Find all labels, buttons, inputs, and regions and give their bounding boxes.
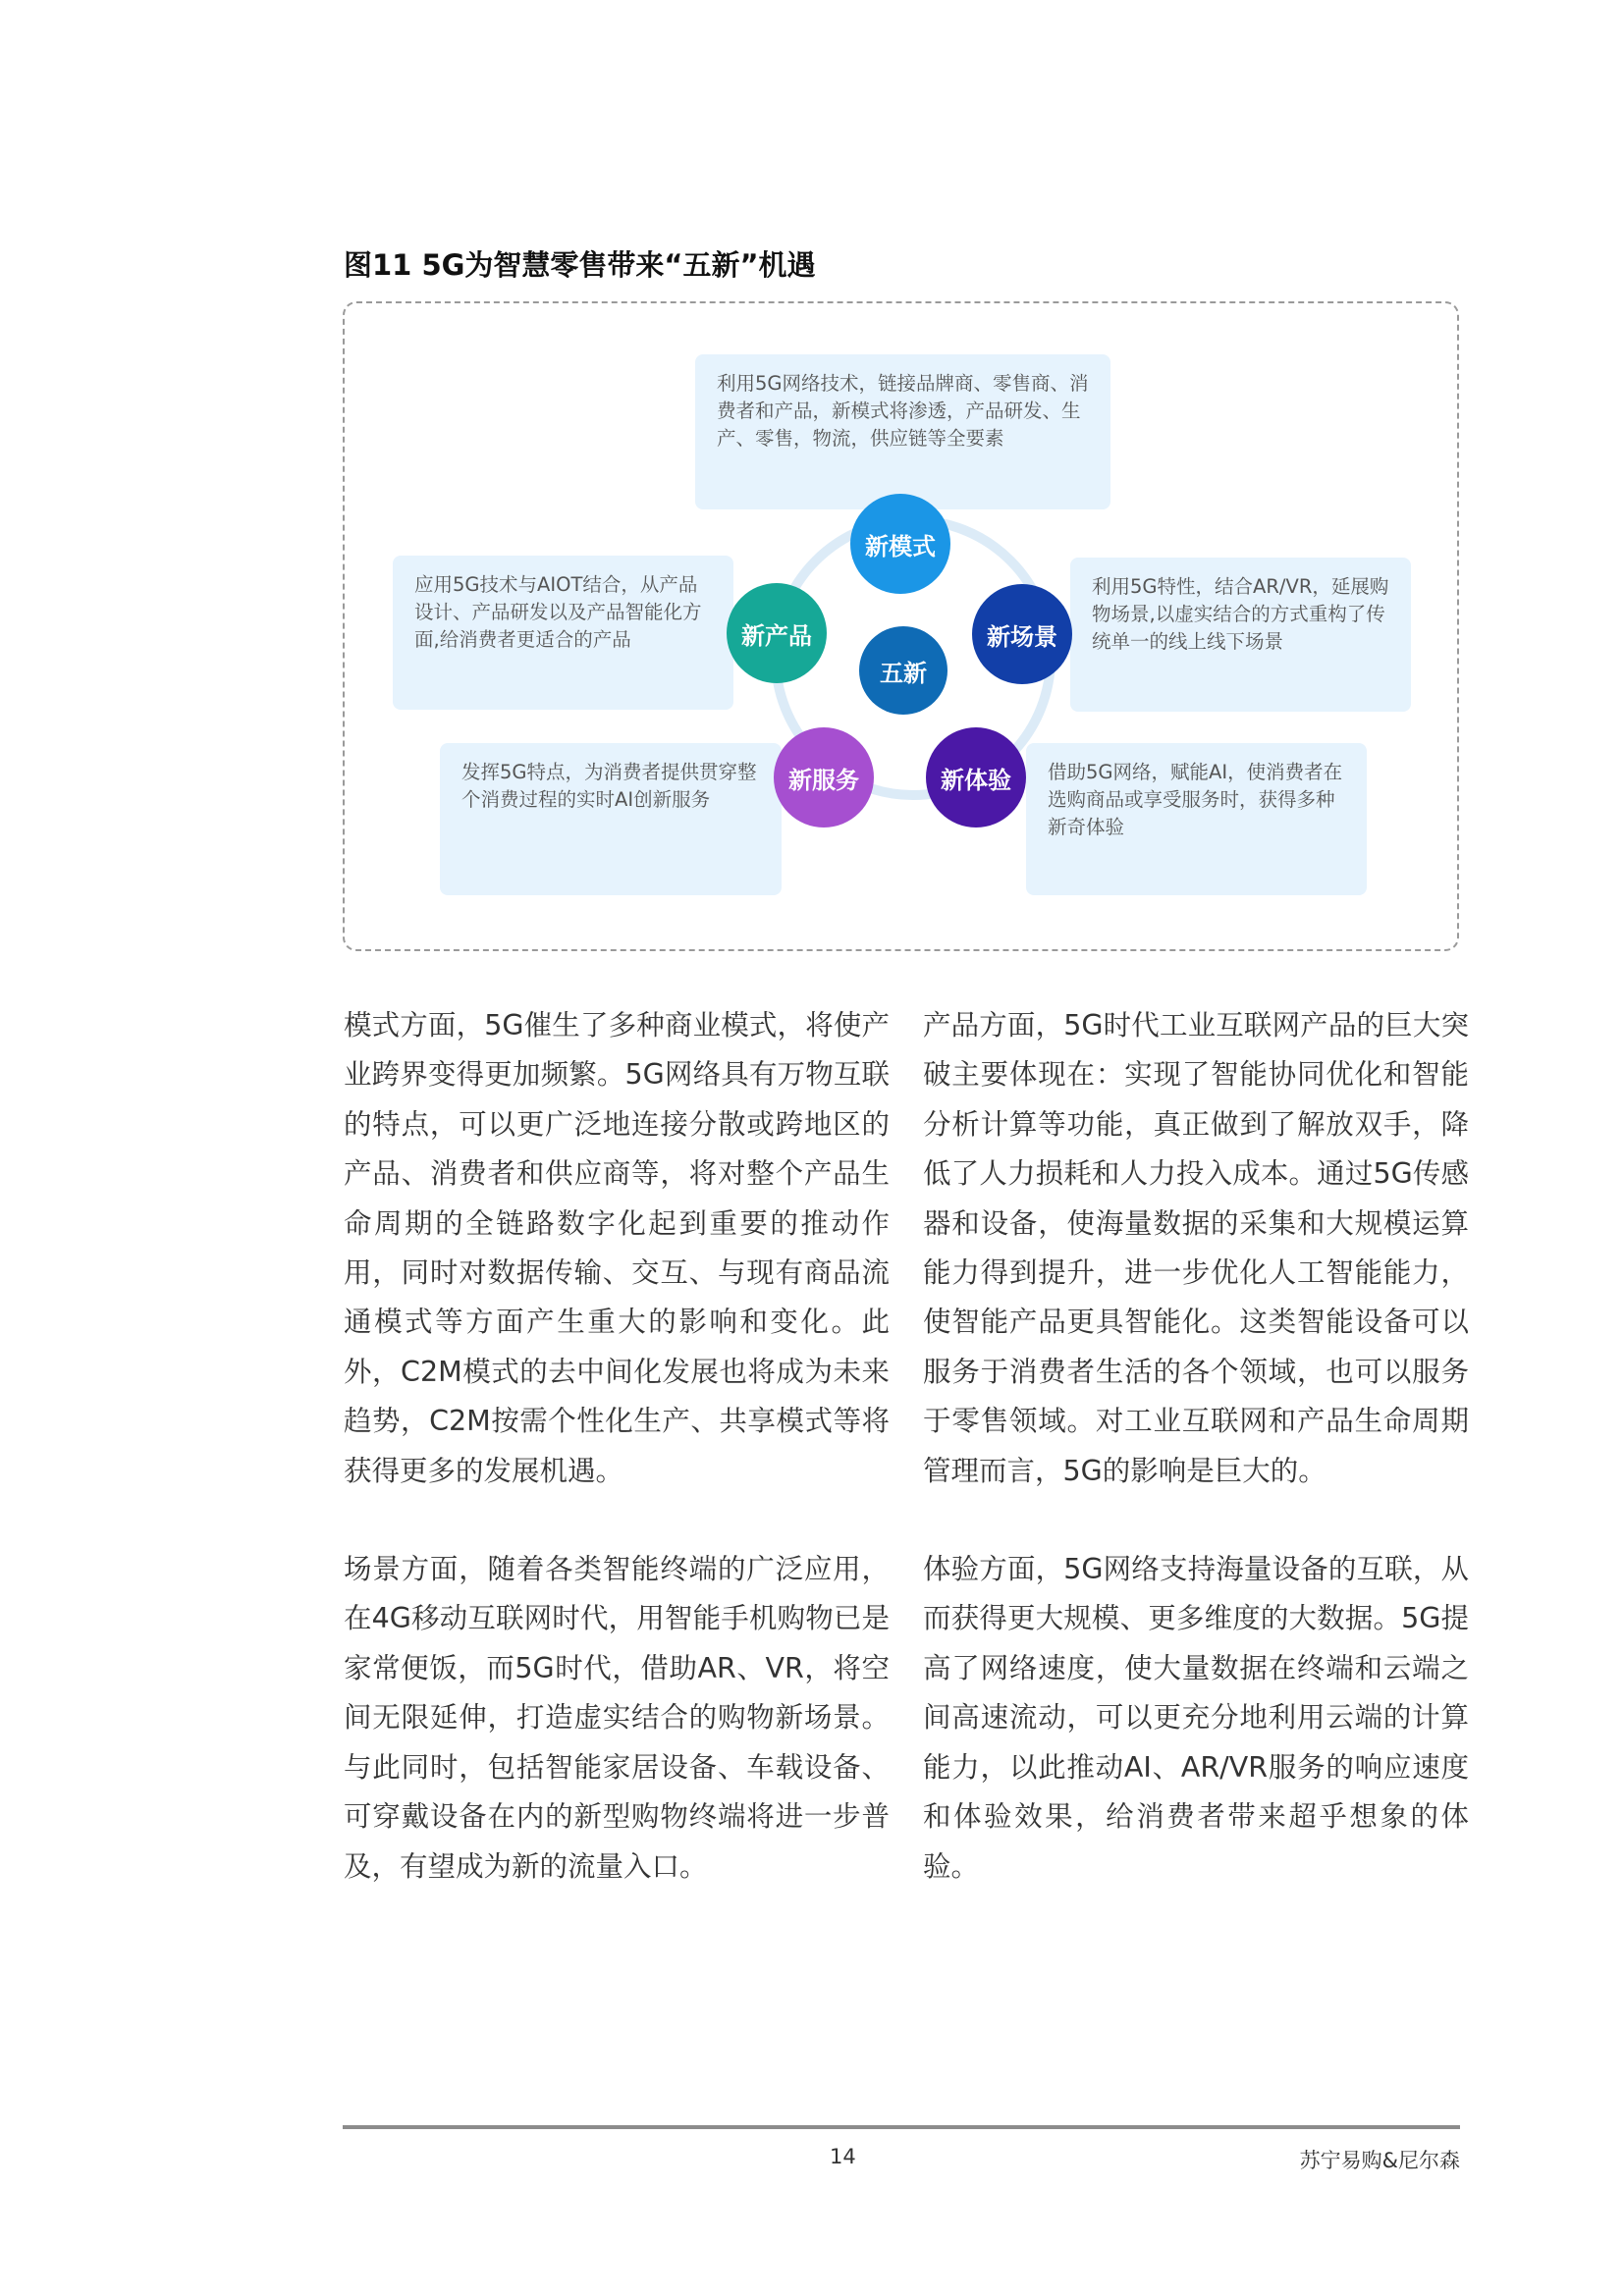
node-new-service: 新服务 (774, 727, 874, 828)
paragraph-experience: 体验方面，5G网络支持海量设备的互联，从而获得更大规模、更多维度的大数据。5G提高了网络速度，使大量数据在终端和云端之间高速流动，可以更充分地利用云端的计算能力，以此推动AI、AR/VR服务的响应速度和体验效果，给消费者带来超乎想象的体验。 (923, 1553, 1469, 1883)
left-column (344, 1001, 890, 1892)
node-new-model: 新模式 (850, 494, 950, 594)
right-column (923, 1001, 1469, 1892)
node-new-experience: 新体验 (926, 727, 1026, 828)
node-new-product: 新产品 (727, 583, 827, 683)
page-number: 14 (830, 2145, 856, 2168)
description-new-experience: 借助5G网络，赋能AI，使消费者在选购商品或享受服务时，获得多种新奇体验 (1026, 743, 1367, 895)
description-new-scene: 利用5G特性，结合AR/VR，延展购物场景,以虚实结合的方式重构了传统单一的线上线下场景 (1070, 558, 1411, 712)
paragraph-model: 模式方面，5G催生了多种商业模式，将使产业跨界变得更加频繁。5G网络具有万物互联的特点，可以更广泛地连接分散或跨地区的产品、消费者和供应商等，将对整个产品生命周期的全链路数字化起到重要的推动作用，同时对数据传输、交互、与现有商品流通模式等方面产生重大的影响和变化。此外，C2M模式的去中间化发展也将成为未来趋势，C2M按需个性化生产、共享模式等将获得更多的发展机遇。 (344, 1009, 890, 1487)
node-center-five-new: 五新 (859, 626, 947, 715)
footer-divider (343, 2125, 1460, 2129)
description-new-service: 发挥5G特点，为消费者提供贯穿整个消费过程的实时AI创新服务 (440, 743, 782, 895)
paragraph-product: 产品方面，5G时代工业互联网产品的巨大突破主要体现在：实现了智能协同优化和智能分析计算等功能，真正做到了解放双手，降低了人力损耗和人力投入成本。通过5G传感器和设备，使海量数据的采集和大规模运算能力得到提升，进一步优化人工智能能力，使智能产品更具智能化。这类智能设备可以服务于消费者生活的各个领域，也可以服务于零售领域。对工业互联网和产品生命周期管理而言，5G的影响是巨大的。 (923, 1009, 1469, 1487)
description-new-model: 利用5G网络技术，链接品牌商、零售商、消费者和产品，新模式将渗透，产品研发、生产、零售，物流，供应链等全要素 (695, 354, 1110, 509)
footer-brand: 苏宁易购&尼尔森 (1299, 2149, 1460, 2172)
figure-title: 图11 5G为智慧零售带来“五新”机遇 (344, 248, 816, 282)
node-new-scene: 新场景 (972, 584, 1072, 684)
paragraph-scene: 场景方面，随着各类智能终端的广泛应用，在4G移动互联网时代，用智能手机购物已是家常便饭，而5G时代，借助AR、VR，将空间无限延伸，打造虚实结合的购物新场景。与此同时，包括智能家居设备、车载设备、可穿戴设备在内的新型购物终端将进一步普及，有望成为新的流量入口。 (344, 1553, 890, 1883)
description-new-product: 应用5G技术与AIOT结合，从产品设计、产品研发以及产品智能化方面,给消费者更适合的产品 (393, 556, 733, 710)
